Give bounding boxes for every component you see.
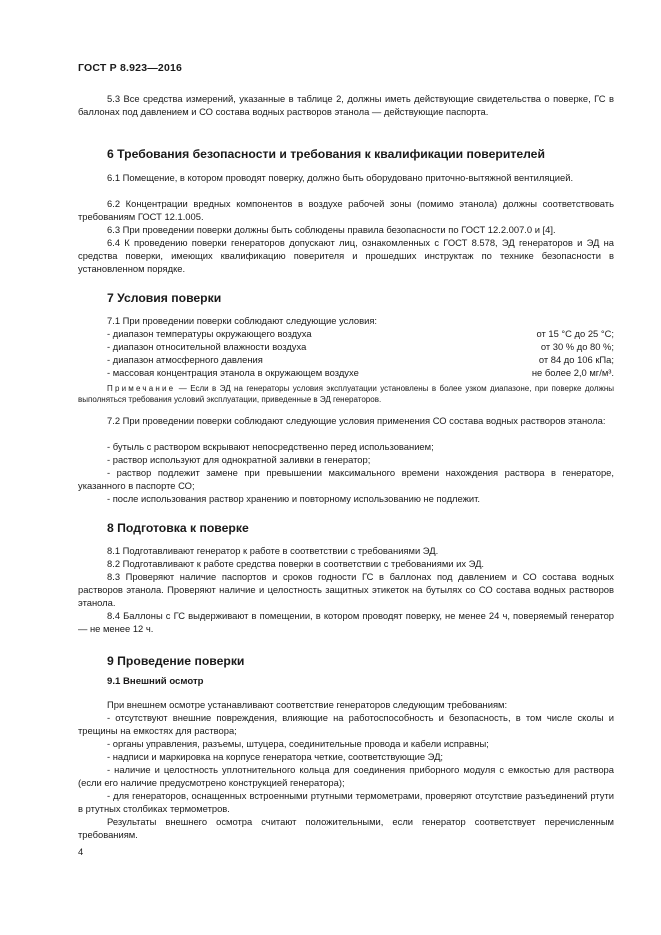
list-item: - после использования раствор хранению и повторному использованию не подлежит. — [107, 493, 480, 504]
list-item: - бутыль с раствором вскрывают непосредственно перед использованием; — [107, 441, 434, 452]
list-item: - органы управления, разъемы, штуцера, соединительные провода и кабели исправны; — [107, 738, 489, 749]
condition-label: - диапазон атмосферного давления — [107, 354, 263, 365]
subsection-9-1-heading: 9.1 Внешний осмотр — [107, 676, 204, 687]
paragraph-6-4: 6.4 К проведению поверки генераторов допускают лиц, ознакомленных с ГОСТ 8.578, ЭД генераторов и ЭД на средства поверки, имеющих квалификацию поверителя и прошедших инструктаж по технике безопасности в установленном порядке. — [78, 237, 614, 274]
note-label: Примечание — [107, 384, 176, 393]
paragraph-6-1: 6.1 Помещение, в котором проводят поверку, должно быть оборудовано приточно-вытяжной вентиляцией. — [107, 172, 574, 183]
paragraph-8-2: 8.2 Подготавливают к работе средства поверки в соответствии с требованиями их ЭД. — [107, 558, 485, 569]
list-item: - надписи и маркировка на корпусе генератора четкие, соответствующие ЭД; — [107, 751, 444, 762]
list-item: - отсутствуют внешние повреждения, влияющие на работоспособность и безопасность, в том числе сколы и трещины на емкостях для раствора; — [78, 712, 614, 736]
section-9-heading: 9 Проведение поверки — [107, 654, 245, 668]
condition-value: не более 2,0 мг/м³. — [531, 367, 614, 378]
condition-row — [107, 327, 614, 340]
section-6-heading: 6 Требования безопасности и требования к квалификации поверителей — [107, 147, 545, 161]
condition-label: - массовая концентрация этанола в окружающем воздухе — [107, 367, 359, 378]
condition-row — [107, 340, 614, 353]
condition-value: от 30 % до 80 %; — [540, 341, 614, 352]
paragraph-7-2: 7.2 При проведении поверки соблюдают следующие условия применения СО состава водных растворов этанола: — [107, 415, 606, 426]
paragraph-9-1-result: Результаты внешнего осмотра считают положительными, если генератор соответствует перечисленным требованиям. — [78, 816, 614, 840]
paragraph-6-3: 6.3 При проведении поверки должны быть соблюдены правила безопасности по ГОСТ 12.2.007.0 и [4]. — [107, 224, 556, 235]
list-item: - наличие и целостность уплотнительного кольца для соединения приборного модуля с емкостью для раствора (если его наличие предусмотрено конструкцией генератора); — [78, 764, 614, 788]
condition-value: от 84 до 106 кПа; — [538, 354, 614, 365]
paragraph-7-1: 7.1 При проведении поверки соблюдают следующие условия: — [107, 315, 378, 326]
condition-row — [107, 353, 614, 366]
paragraph-8-3: 8.3 Проверяют наличие паспортов и сроков годности ГС в баллонах под давлением и СО состава водных растворов этанола. Проверяют наличие и целостность защитных этикеток на бутылях со СО состава водных растворов этанола. — [78, 571, 614, 608]
section-8-heading: 8 Подготовка к поверке — [107, 521, 249, 535]
note-text: — Если в ЭД на генераторы условия эксплуатации установлены в более узком диапазоне, при поверке должны выполняться требования условий эксплуатации, приведенные в ЭД генераторов. — [78, 384, 614, 404]
condition-label: - диапазон относительной влажности воздуха — [107, 341, 307, 352]
list-item: - раствор используют для однократной заливки в генератор; — [107, 454, 371, 465]
condition-label: - диапазон температуры окружающего воздуха — [107, 328, 312, 339]
condition-row — [107, 366, 614, 379]
list-item: - раствор подлежит замене при превышении максимального времени нахождения раствора в генераторе, указанного в паспорте СО; — [78, 467, 614, 491]
condition-value: от 15 °С до 25 °С; — [536, 328, 614, 339]
page-number: 4 — [78, 846, 84, 857]
document-header: ГОСТ Р 8.923—2016 — [78, 62, 183, 74]
list-item: - для генераторов, оснащенных встроенными ртутными термометрами, проверяют отсутствие разъединений ртути в ртутных столбиках термометров. — [78, 790, 614, 814]
section-7-heading: 7 Условия поверки — [107, 291, 222, 305]
paragraph-6-2: 6.2 Концентрации вредных компонентов в воздухе рабочей зоны (помимо этанола) должны соответствовать требованиям ГОСТ 12.1.005. — [78, 198, 614, 222]
paragraph-9-1-intro: При внешнем осмотре устанавливают соответствие генераторов следующим требованиям: — [107, 699, 508, 710]
paragraph-8-4: 8.4 Баллоны с ГС выдерживают в помещении, в котором проводят поверку, не менее 24 ч, поверяемый генератор — не менее 12 ч. — [78, 610, 614, 634]
paragraph-8-1: 8.1 Подготавливают генератор к работе в соответствии с требованиями ЭД. — [107, 545, 439, 556]
note — [78, 383, 614, 405]
paragraph-5-3: 5.3 Все средства измерений, указанные в таблице 2, должны иметь действующие свидетельства о поверке, ГС в баллонах под давлением и СО состава водных растворов этанола — действующие паспорта. — [78, 93, 614, 117]
